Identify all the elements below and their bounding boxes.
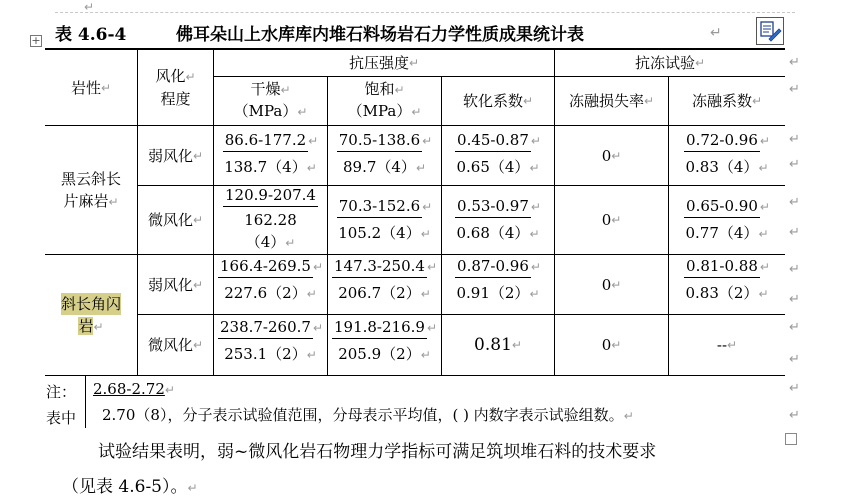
paragraph-mark: ↵ [84, 0, 95, 14]
saturated-strength-cell: 191.8-216.9 ↵ 205.9（2）↵ [333, 318, 437, 363]
header-freeze-coef: 冻融系数 ↵ [691, 92, 763, 110]
header-dry: 干燥↵ （MPa）↵ [233, 80, 308, 120]
header-softening: 软化系数 ↵ [462, 92, 534, 110]
freeze-loss-cell: 0 ↵ [601, 275, 622, 294]
table-title: 佛耳朵山上水库库内堆石料场岩石力学性质成果统计表 [176, 25, 584, 45]
table-row-weathering: 微风化 ↵ [147, 336, 204, 354]
row-end-mark: ↵ [789, 82, 800, 97]
note-label: 注： 表中 [46, 383, 77, 427]
layout-anchor-icon [785, 433, 797, 445]
paragraph-mark: ↵ [710, 25, 722, 41]
rock-type-gneiss: 黑云斜长 片麻岩↵ [60, 169, 121, 210]
body-paragraph-continued: （见表 4.6-5）。↵ [62, 477, 198, 497]
header-weathering: 风化↵ 程度 [155, 67, 196, 108]
row-end-mark: ↵ [789, 157, 800, 172]
freeze-coef-cell: -- ↵ [716, 336, 738, 354]
row-end-mark: ↵ [789, 381, 800, 396]
saturated-strength-cell: 70.3-152.6 ↵ 105.2（4）↵ [338, 197, 433, 242]
freeze-loss-cell: 0 ↵ [601, 211, 622, 229]
dry-strength-cell: 166.4-269.5 ↵ 227.6（2）↵ [219, 257, 323, 302]
row-end-mark: ↵ [789, 320, 800, 335]
header-rock-type: 岩性 ↵ [70, 78, 112, 97]
freeze-coef-cell: 0.81-0.88 ↵ 0.83（2）↵ [685, 257, 770, 302]
table-row-weathering: 弱风化 ↵ [147, 146, 204, 165]
freeze-loss-cell: 0 ↵ [601, 146, 622, 165]
row-end-mark: ↵ [789, 352, 800, 367]
rock-type-amphibolite: 斜长角闪 岩↵ [60, 294, 121, 335]
header-freeze-test: 抗冻试验 ↵ [634, 54, 706, 72]
freeze-coef-cell: 0.65-0.90 ↵ 0.77（4）↵ [685, 197, 770, 242]
row-end-mark: ↵ [789, 55, 800, 70]
table-move-handle-icon[interactable]: + [31, 34, 41, 47]
dry-strength-cell: 86.6-177.2 ↵ 138.7（4）↵ [224, 131, 319, 176]
softening-coef-cell: 0.45-0.87 ↵ 0.65（4）↵ [456, 131, 541, 176]
header-saturated: 饱和↵ （MPa）↵ [347, 80, 422, 120]
softening-coef-cell: 0.53-0.97 ↵ 0.68（4）↵ [456, 197, 541, 242]
saturated-strength-cell: 70.5-138.6 ↵ 89.7（4）↵ [338, 131, 433, 176]
row-end-mark: ↵ [789, 132, 800, 147]
softening-coef-cell: 0.81 ↵ [474, 335, 522, 355]
dry-strength-cell: 120.9-207.4 162.28 （4）↵ [225, 186, 316, 251]
header-rule [55, 12, 795, 13]
softening-coef-cell: 0.87-0.96 ↵ 0.91（2）↵ [456, 257, 541, 302]
note-explanation: 2.70（8），分子表示试验值范围，分母表示平均值，( ) 内数字表示试验组数。↵ [102, 406, 634, 424]
word-document-icon[interactable] [756, 17, 784, 45]
saturated-strength-cell: 147.3-250.4 ↵ 206.7（2）↵ [333, 257, 437, 302]
dry-strength-cell: 238.7-260.7 ↵ 253.1（2）↵ [219, 318, 323, 363]
body-paragraph: 试验结果表明，弱~微风化岩石物理力学指标可满足筑坝堆石料的技术要求 [98, 442, 657, 462]
header-freeze-loss: 冻融损失率 ↵ [568, 92, 655, 110]
row-end-mark: ↵ [789, 262, 800, 277]
row-end-mark: ↵ [789, 408, 800, 423]
table-number: 表 4.6-4 [55, 25, 127, 45]
header-compressive-strength: 抗压强度 ↵ [348, 54, 420, 72]
row-end-mark: ↵ [789, 225, 800, 240]
note-example-range: 2.68-2.72↵ [93, 380, 175, 398]
row-end-mark: ↵ [789, 195, 800, 210]
freeze-loss-cell: 0 ↵ [601, 336, 622, 354]
table-row-weathering: 弱风化 ↵ [147, 275, 204, 294]
row-end-mark: ↵ [789, 292, 800, 307]
freeze-coef-cell: 0.72-0.96 ↵ 0.83（4）↵ [685, 131, 770, 176]
table-row-weathering: 微风化 ↵ [147, 211, 204, 229]
